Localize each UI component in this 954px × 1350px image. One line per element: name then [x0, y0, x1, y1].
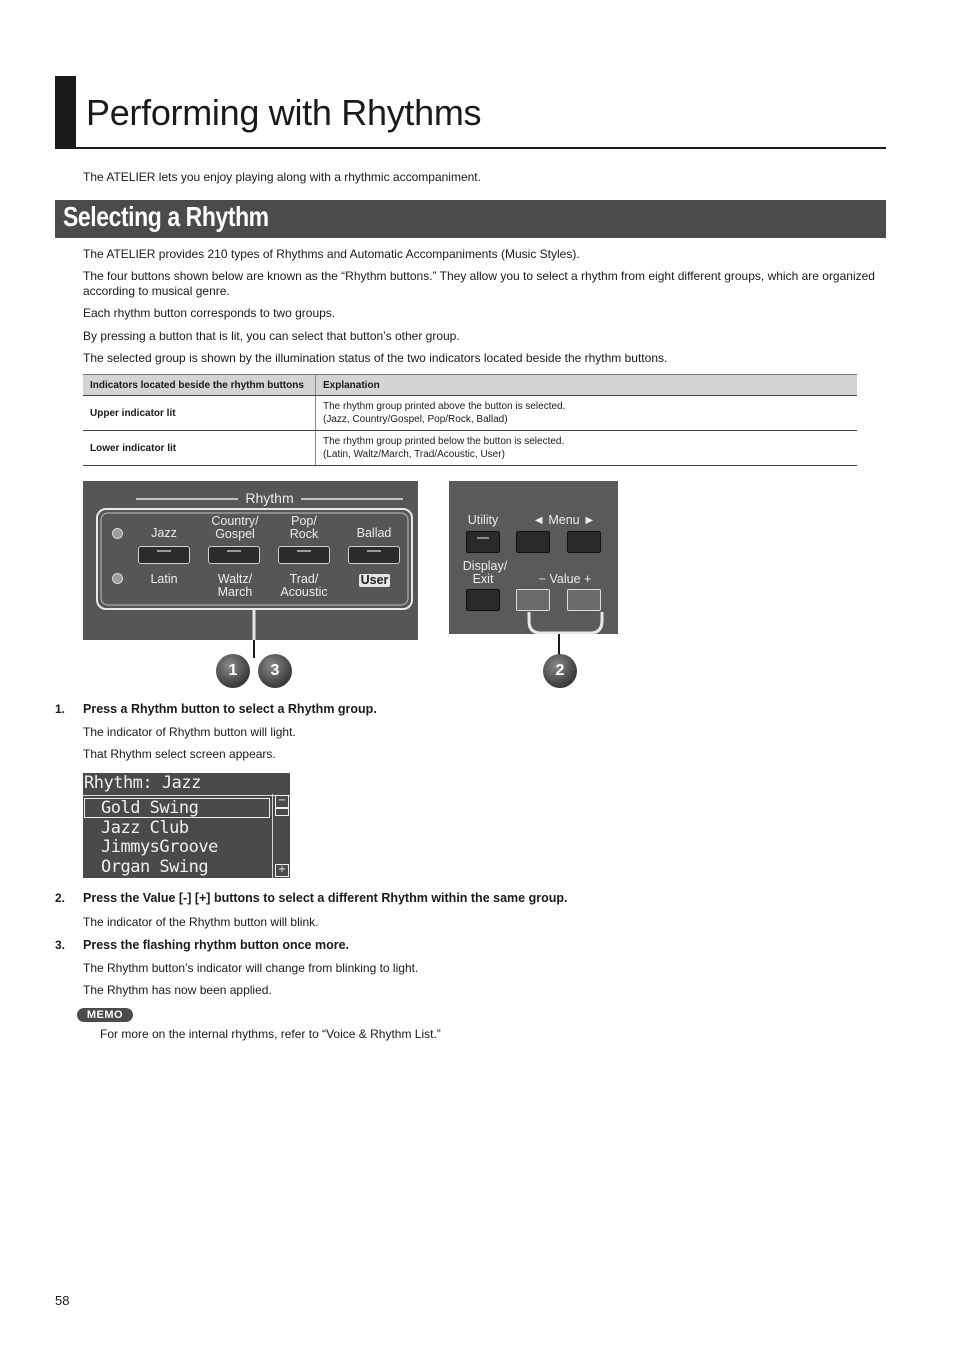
paragraph: Each rhythm button corresponds to two groups.: [83, 306, 336, 320]
table-header: Indicators located beside the rhythm buttons: [83, 375, 316, 396]
table-header-row: [83, 375, 857, 396]
menu-label: ◄ Menu ►: [532, 513, 596, 527]
callout-step-1: 1: [216, 654, 250, 688]
step-instruction: Press a Rhythm button to select a Rhythm group.: [83, 702, 377, 716]
step-instruction: Press the Value [-] [+] buttons to select a different Rhythm within the same group.: [83, 891, 568, 905]
chapter-marker: [55, 76, 76, 148]
group-label-jazz: Jazz: [151, 526, 177, 540]
utility-label: Utility: [467, 513, 499, 527]
step-number: 1.: [55, 702, 66, 716]
rhythm-list-item: Gold Swing: [101, 798, 199, 818]
group-label-gospel: Gospel: [215, 527, 255, 541]
group-label-acoustic: Acoustic: [280, 585, 328, 599]
step-number: 2.: [55, 891, 66, 905]
value-label: − Value +: [538, 572, 592, 586]
step-detail: The Rhythm has now been applied.: [83, 983, 272, 997]
page-number: 58: [55, 1293, 70, 1308]
callout-step-2: 2: [543, 654, 577, 688]
group-label-march: March: [217, 585, 253, 599]
rhythm-list-item: JimmysGroove: [101, 837, 218, 857]
table-cell-explanation: [316, 431, 858, 466]
group-label-user: User: [360, 573, 389, 587]
group-label-trad: Trad/: [289, 572, 319, 586]
chapter-intro: The ATELIER lets you enjoy playing along with a rhythmic accompaniment.: [83, 170, 481, 184]
memo-text: For more on the internal rhythms, refer to “Voice & Rhythm List.”: [100, 1027, 441, 1041]
screen-title: Rhythm: Jazz: [84, 773, 201, 793]
group-label-ballad: Ballad: [356, 526, 392, 540]
step-detail: The indicator of Rhythm button will light.: [83, 725, 296, 739]
paragraph: The four buttons shown below are known as the “Rhythm buttons.” They allow you to select a rhythm from eight different groups, which are organized according to musical genre.: [83, 269, 875, 298]
paragraph: The ATELIER provides 210 types of Rhythms and Automatic Accompaniments (Music Styles).: [83, 247, 580, 261]
rhythm-list-item: Jazz Club: [101, 818, 189, 838]
chapter-rule: [55, 147, 886, 149]
scroll-thumb: [275, 808, 289, 816]
callout-leader-line: [83, 481, 418, 640]
callout-step-3: 3: [258, 654, 292, 688]
group-label-pop: Pop/: [291, 514, 317, 528]
step-detail: That Rhythm select screen appears.: [83, 747, 276, 761]
table-header: Explanation: [316, 375, 858, 396]
group-label-latin: Latin: [150, 572, 178, 586]
step-detail: The indicator of the Rhythm button will blink.: [83, 915, 319, 929]
display-label: Display/: [462, 559, 508, 573]
callout-leader-line: [252, 640, 258, 658]
table-cell-label: Lower indicator lit: [83, 431, 316, 466]
screen-divider: [83, 795, 290, 796]
value-bracket: [449, 481, 618, 634]
paragraph: By pressing a button that is lit, you can select that button’s other group.: [83, 329, 460, 343]
memo-badge: MEMO: [77, 1008, 133, 1022]
table-cell-explanation: [316, 396, 858, 431]
explanation-line: The rhythm group printed below the button is selected.: [323, 436, 565, 447]
rhythm-select-screen: [83, 773, 290, 878]
table-row: [83, 431, 857, 466]
table-row: [83, 396, 857, 431]
group-label-waltz: Waltz/: [217, 572, 253, 586]
rhythm-heading: Rhythm: [245, 490, 294, 506]
section-title: Selecting a Rhythm: [63, 201, 269, 232]
paragraph: The selected group is shown by the illumination status of the two indicators located beside the rhythm buttons.: [83, 351, 668, 365]
chapter-title: Performing with Rhythms: [86, 92, 482, 133]
group-label-rock: Rock: [289, 527, 319, 541]
step-detail: The Rhythm button’s indicator will change from blinking to light.: [83, 961, 419, 975]
scroll-plus-icon: +: [275, 864, 289, 877]
group-label-country: Country/: [211, 514, 259, 528]
explanation-line: (Jazz, Country/Gospel, Pop/Rock, Ballad): [323, 414, 508, 425]
rhythm-list-item: Organ Swing: [101, 857, 209, 877]
screen-scrollbar: [272, 794, 290, 878]
table-cell-label: Upper indicator lit: [83, 396, 316, 431]
rhythm-buttons-photo: [83, 481, 418, 640]
explanation-line: (Latin, Waltz/March, Trad/Acoustic, User): [323, 449, 505, 460]
callout-leader-line: [556, 634, 562, 656]
step-number: 3.: [55, 938, 66, 952]
value-buttons-photo: [449, 481, 618, 634]
indicator-table: [83, 374, 857, 466]
step-instruction: Press the flashing rhythm button once more.: [83, 938, 350, 952]
explanation-line: The rhythm group printed above the button is selected.: [323, 401, 566, 412]
scroll-minus-icon: −: [275, 795, 289, 808]
exit-label: Exit: [472, 572, 494, 586]
